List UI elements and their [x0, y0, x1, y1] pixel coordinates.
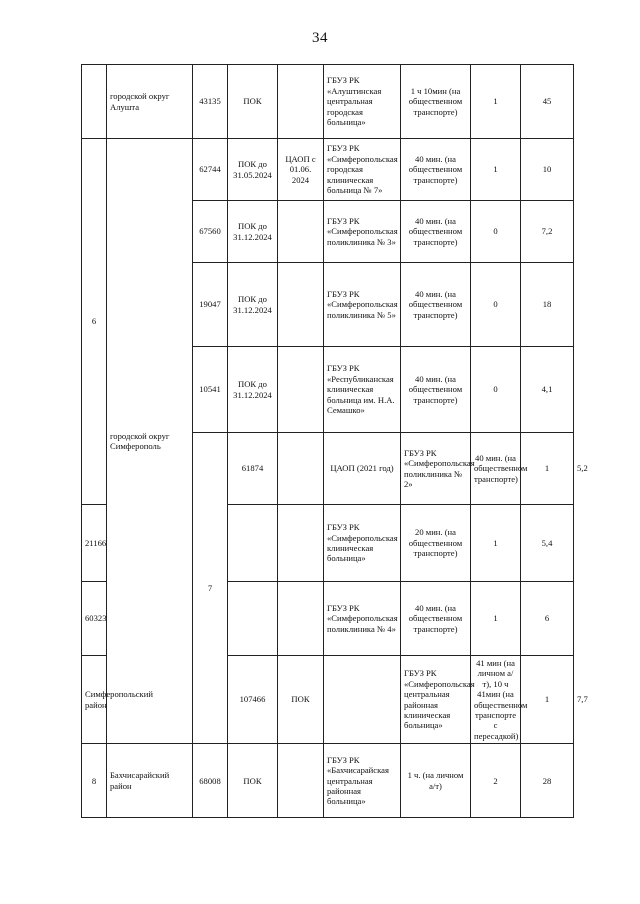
pok-cell: ПОК до 31.05.2024 [228, 139, 278, 201]
hospital-cell: ГБУЗ РК «Алуштинская центральная городская больница» [324, 65, 401, 139]
group-number-6: 6 [82, 139, 107, 505]
code-cell: 43135 [193, 65, 228, 139]
distance-cell: 7,2 [521, 201, 574, 263]
table-row: Симферопольский район 107466 ПОК ГБУЗ РК «Симферопольская центральная районная клиническая больница» 41 мин (на личном а/т), 10 ч 41мин (на общественном транспорте с пересадкой) 1 7,7 [82, 656, 574, 744]
group-number-7: 7 [193, 433, 228, 744]
distance-cell: 28 [521, 744, 574, 818]
count-cell: 0 [471, 201, 521, 263]
caop-cell [278, 201, 324, 263]
code-cell: 68008 [193, 744, 228, 818]
pok-cell [278, 433, 324, 505]
hospital-cell: ГБУЗ РК «Симферопольская поликлиника № 3» [324, 201, 401, 263]
hospital-cell: ГБУЗ РК «Симферопольская центральная районная клиническая больница» [401, 656, 471, 744]
count-cell: 1 [521, 656, 574, 744]
pok-cell: ПОК [278, 656, 324, 744]
travel-time-cell: 1 ч. (на личном а/т) [401, 744, 471, 818]
pok-cell: ПОК до 31.12.2024 [228, 201, 278, 263]
caop-cell [278, 505, 324, 582]
pok-cell: ПОК до 31.12.2024 [228, 347, 278, 433]
page-number: 34 [312, 30, 328, 46]
table-row [82, 744, 574, 818]
caop-cell [278, 263, 324, 347]
area-cell: Бахчисарайский район [107, 744, 193, 818]
hospital-cell: ГБУЗ РК «Бахчисарайская центральная районная больница» [324, 744, 401, 818]
code-cell: 67560 [193, 201, 228, 263]
travel-time-cell: 40 мин. (на общественном транспорте) [471, 433, 521, 505]
travel-time-cell: 41 мин (на личном а/т), 10 ч 41мин (на общественном транспорте с пересадкой) [471, 656, 521, 744]
pok-cell: ПОК [228, 744, 278, 818]
area-cell: городской округ Алушта [107, 65, 193, 139]
travel-time-cell: 40 мин. (на общественном транспорте) [401, 139, 471, 201]
count-cell: 1 [471, 139, 521, 201]
table-row [82, 139, 574, 201]
code-cell: 62744 [193, 139, 228, 201]
caop-cell: ЦАОП с 01.06. 2024 [278, 139, 324, 201]
count-cell: 1 [471, 505, 521, 582]
distance-cell: 4,1 [521, 347, 574, 433]
code-cell: 107466 [228, 656, 278, 744]
code-cell: 19047 [193, 263, 228, 347]
travel-time-cell: 40 мин. (на общественном транспорте) [401, 582, 471, 656]
travel-time-cell: 40 мин. (на общественном транспорте) [401, 347, 471, 433]
distance-cell: 10 [521, 139, 574, 201]
code-cell: 21166 [82, 505, 107, 582]
row-number-cell [82, 65, 107, 139]
pok-cell: ПОК [228, 65, 278, 139]
caop-cell [278, 347, 324, 433]
count-cell: 1 [471, 582, 521, 656]
count-cell: 1 [521, 433, 574, 505]
distance-cell: 6 [521, 582, 574, 656]
count-cell: 0 [471, 263, 521, 347]
caop-cell [324, 656, 401, 744]
area-cell-simferopol: городской округ Симферополь [107, 139, 193, 744]
count-cell: 0 [471, 347, 521, 433]
caop-cell [278, 582, 324, 656]
hospital-cell: ГБУЗ РК «Симферопольская поликлиника № 5» [324, 263, 401, 347]
travel-time-cell: 40 мин. (на общественном транспорте) [401, 263, 471, 347]
code-cell: 10541 [193, 347, 228, 433]
travel-time-cell: 1 ч 10мин (на общественном транспорте) [401, 65, 471, 139]
caop-cell [278, 65, 324, 139]
row-number-cell: 8 [82, 744, 107, 818]
caop-cell: ЦАОП (2021 год) [324, 433, 401, 505]
distance-cell: 5,4 [521, 505, 574, 582]
code-cell: 61874 [228, 433, 278, 505]
distance-cell: 45 [521, 65, 574, 139]
travel-time-cell: 20 мин. (на общественном транспорте) [401, 505, 471, 582]
hospital-cell: ГБУЗ РК «Симферопольская поликлиника № 2» [401, 433, 471, 505]
distance-cell: 18 [521, 263, 574, 347]
code-cell: 60323 [82, 582, 107, 656]
pok-cell [228, 582, 278, 656]
travel-time-cell: 40 мин. (на общественном транспорте) [401, 201, 471, 263]
caop-cell [278, 744, 324, 818]
hospital-cell: ГБУЗ РК «Симферопольская городская клиническая больница № 7» [324, 139, 401, 201]
data-table [81, 64, 588, 818]
area-cell: Симферопольский район [82, 656, 107, 744]
table-row: 7 61874 ЦАОП (2021 год) ГБУЗ РК «Симферопольская поликлиника № 2» 40 мин. (на общественном транспорте) 1 5,2 [82, 433, 574, 505]
table-row [82, 65, 574, 139]
hospital-cell: ГБУЗ РК «Республиканская клиническая больница им. Н.А. Семашко» [324, 347, 401, 433]
count-cell: 2 [471, 744, 521, 818]
pok-cell [228, 505, 278, 582]
hospital-cell: ГБУЗ РК «Симферопольская поликлиника № 4» [324, 582, 401, 656]
pok-cell: ПОК до 31.12.2024 [228, 263, 278, 347]
count-cell: 1 [471, 65, 521, 139]
hospital-cell: ГБУЗ РК «Симферопольская клиническая больница» [324, 505, 401, 582]
